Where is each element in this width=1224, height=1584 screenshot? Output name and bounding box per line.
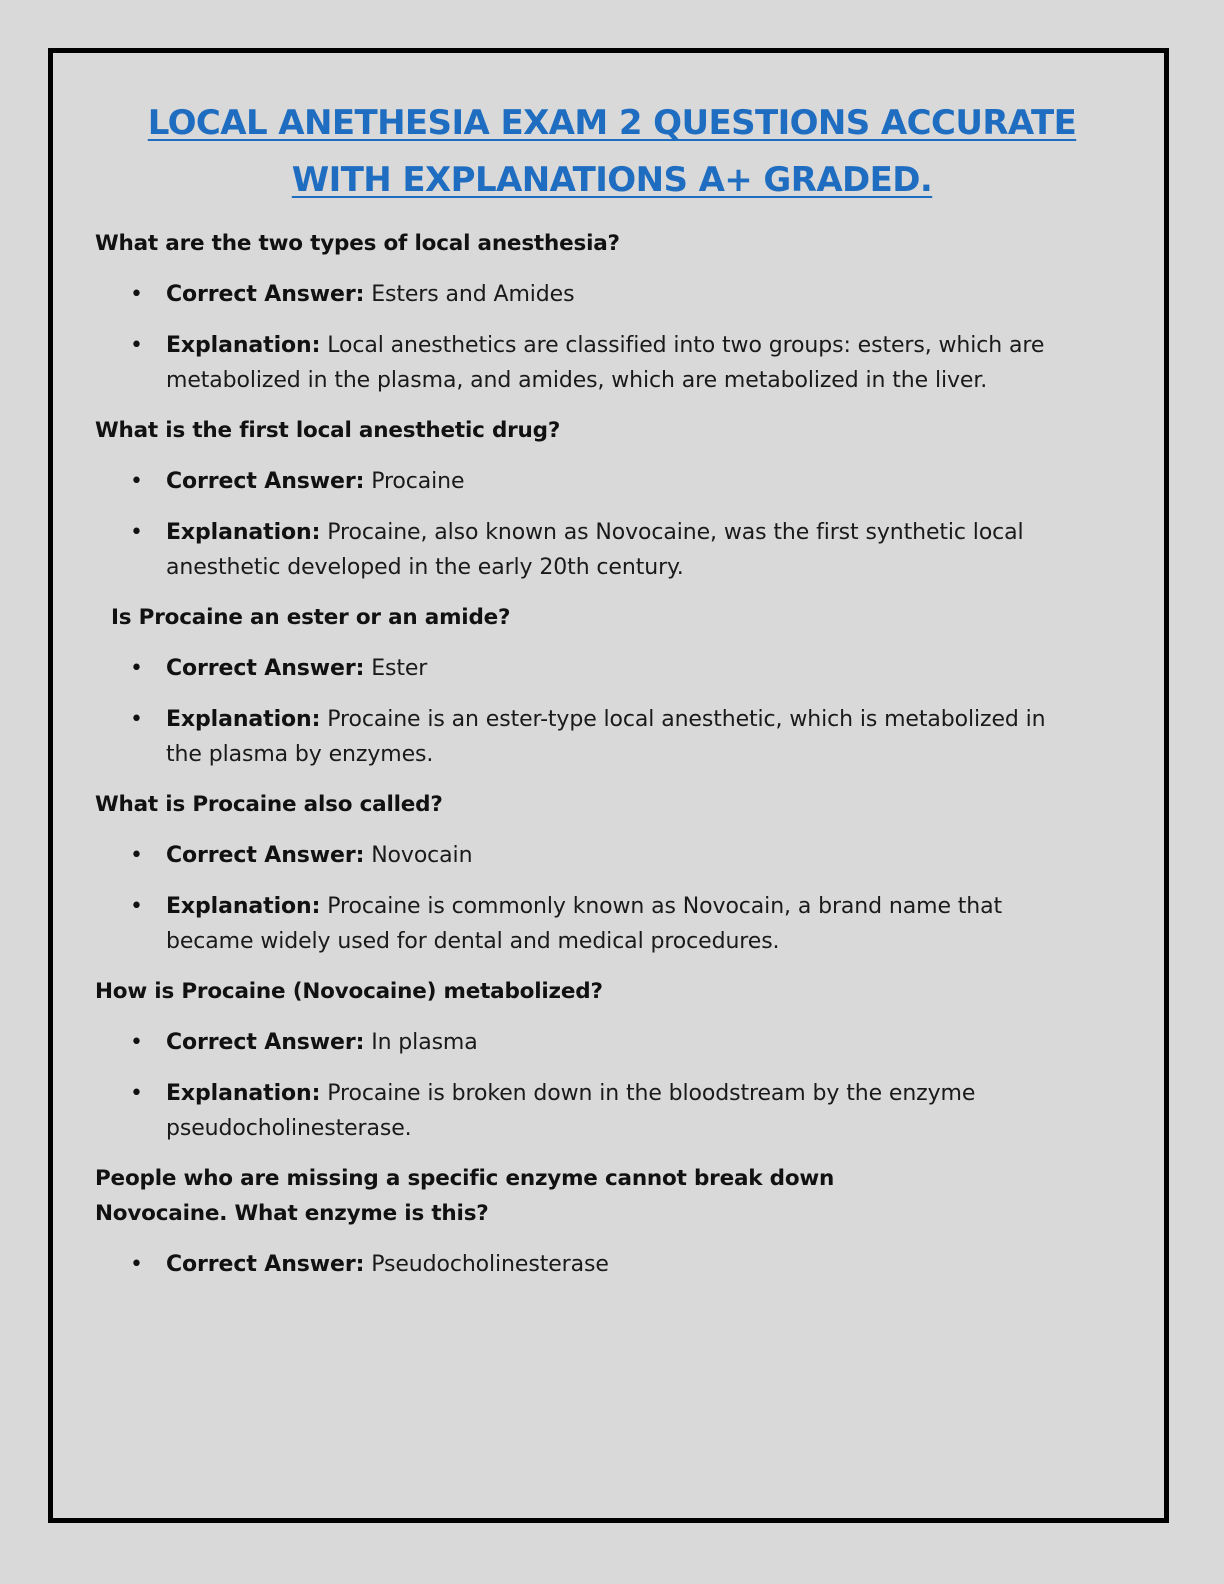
- bullet-icon: •: [130, 520, 143, 545]
- answer-label: Correct Answer: [166, 843, 356, 868]
- title-line-2: WITH EXPLANATIONS A+ GRADED.: [291, 160, 933, 200]
- bullet-icon: •: [130, 1030, 143, 1055]
- explanation-item: • Explanation: Local anesthetics are classified into two groups: esters, which are metabolized in the plasma, and amides, which are metabolized in the liver.: [95, 328, 1055, 398]
- bullet-icon: •: [130, 843, 143, 868]
- question-3: Is Procaine an ester or an amide?: [111, 605, 511, 630]
- explanation-label: Explanation: [166, 894, 312, 919]
- bullet-icon: •: [130, 469, 143, 494]
- explanation-item: • Explanation: Procaine is an ester-type local anesthetic, which is metabolized in the plasma by enzymes.: [95, 702, 1055, 772]
- answer-value: Esters and Amides: [371, 282, 575, 307]
- explanation-label: Explanation: [166, 520, 312, 545]
- question-2-items: [95, 464, 1055, 585]
- answer-value: Ester: [371, 656, 428, 681]
- answer-item: • Correct Answer: Pseudocholinesterase: [95, 1247, 1055, 1282]
- bullet-icon: •: [130, 894, 143, 919]
- explanation-value: Procaine, also known as Novocaine, was the first synthetic local anesthetic developed in the early 20th century.: [166, 520, 1024, 580]
- answer-label: Correct Answer: [166, 282, 356, 307]
- answer-item: • Correct Answer: Ester: [95, 651, 1055, 686]
- explanation-item: • Explanation: Procaine is broken down in the bloodstream by the enzyme pseudocholinesterase.: [95, 1076, 1055, 1146]
- question-6: People who are missing a specific enzyme cannot break down Novocaine. What enzyme is this?: [95, 1166, 835, 1226]
- answer-item: • Correct Answer: Esters and Amides: [95, 277, 1055, 312]
- answer-label: Correct Answer: [166, 1030, 356, 1055]
- answer-label: Correct Answer: [166, 1252, 356, 1277]
- question-4-items: [95, 838, 1055, 959]
- answer-value: Procaine: [371, 469, 465, 494]
- explanation-value: Procaine is commonly known as Novocain, a brand name that became widely used for dental and medical procedures.: [166, 894, 1003, 954]
- question-2: What is the first local anesthetic drug?: [95, 418, 561, 443]
- answer-item: • Correct Answer: Novocain: [95, 838, 1055, 873]
- answer-value: In plasma: [371, 1030, 478, 1055]
- qa-content: [95, 226, 1055, 1282]
- explanation-label: Explanation: [166, 1081, 312, 1106]
- question-5: How is Procaine (Novocaine) metabolized?: [95, 979, 603, 1004]
- bullet-icon: •: [130, 707, 143, 732]
- explanation-value: Procaine is an ester-type local anesthetic, which is metabolized in the plasma by enzymes.: [166, 707, 1046, 767]
- explanation-item: • Explanation: Procaine, also known as Novocaine, was the first synthetic local anesthetic developed in the early 20th century.: [95, 515, 1055, 585]
- question-6-items: [95, 1247, 1055, 1282]
- bullet-icon: •: [130, 1081, 143, 1106]
- explanation-value: Local anesthetics are classified into two groups: esters, which are metabolized in the plasma, and amides, which are metabolized in the liver.: [166, 333, 1045, 393]
- bullet-icon: •: [130, 656, 143, 681]
- question-5-items: [95, 1025, 1055, 1146]
- explanation-item: • Explanation: Procaine is commonly known as Novocain, a brand name that became widely used for dental and medical procedures.: [95, 889, 1055, 959]
- explanation-label: Explanation: [166, 707, 312, 732]
- answer-value: Novocain: [371, 843, 473, 868]
- question-1-items: [95, 277, 1055, 398]
- question-4: What is Procaine also called?: [95, 792, 443, 817]
- question-3-items: [95, 651, 1055, 772]
- document-title: [0, 95, 1224, 209]
- bullet-icon: •: [130, 333, 143, 358]
- answer-item: • Correct Answer: Procaine: [95, 464, 1055, 499]
- question-1: What are the two types of local anesthesia?: [95, 231, 620, 256]
- explanation-value: Procaine is broken down in the bloodstream by the enzyme pseudocholinesterase.: [166, 1081, 976, 1141]
- title-line-1: LOCAL ANETHESIA EXAM 2 QUESTIONS ACCURATE: [147, 103, 1077, 143]
- answer-label: Correct Answer: [166, 469, 356, 494]
- explanation-label: Explanation: [166, 333, 312, 358]
- bullet-icon: •: [130, 282, 143, 307]
- bullet-icon: •: [130, 1252, 143, 1277]
- answer-label: Correct Answer: [166, 656, 356, 681]
- answer-value: Pseudocholinesterase: [371, 1252, 609, 1277]
- answer-item: • Correct Answer: In plasma: [95, 1025, 1055, 1060]
